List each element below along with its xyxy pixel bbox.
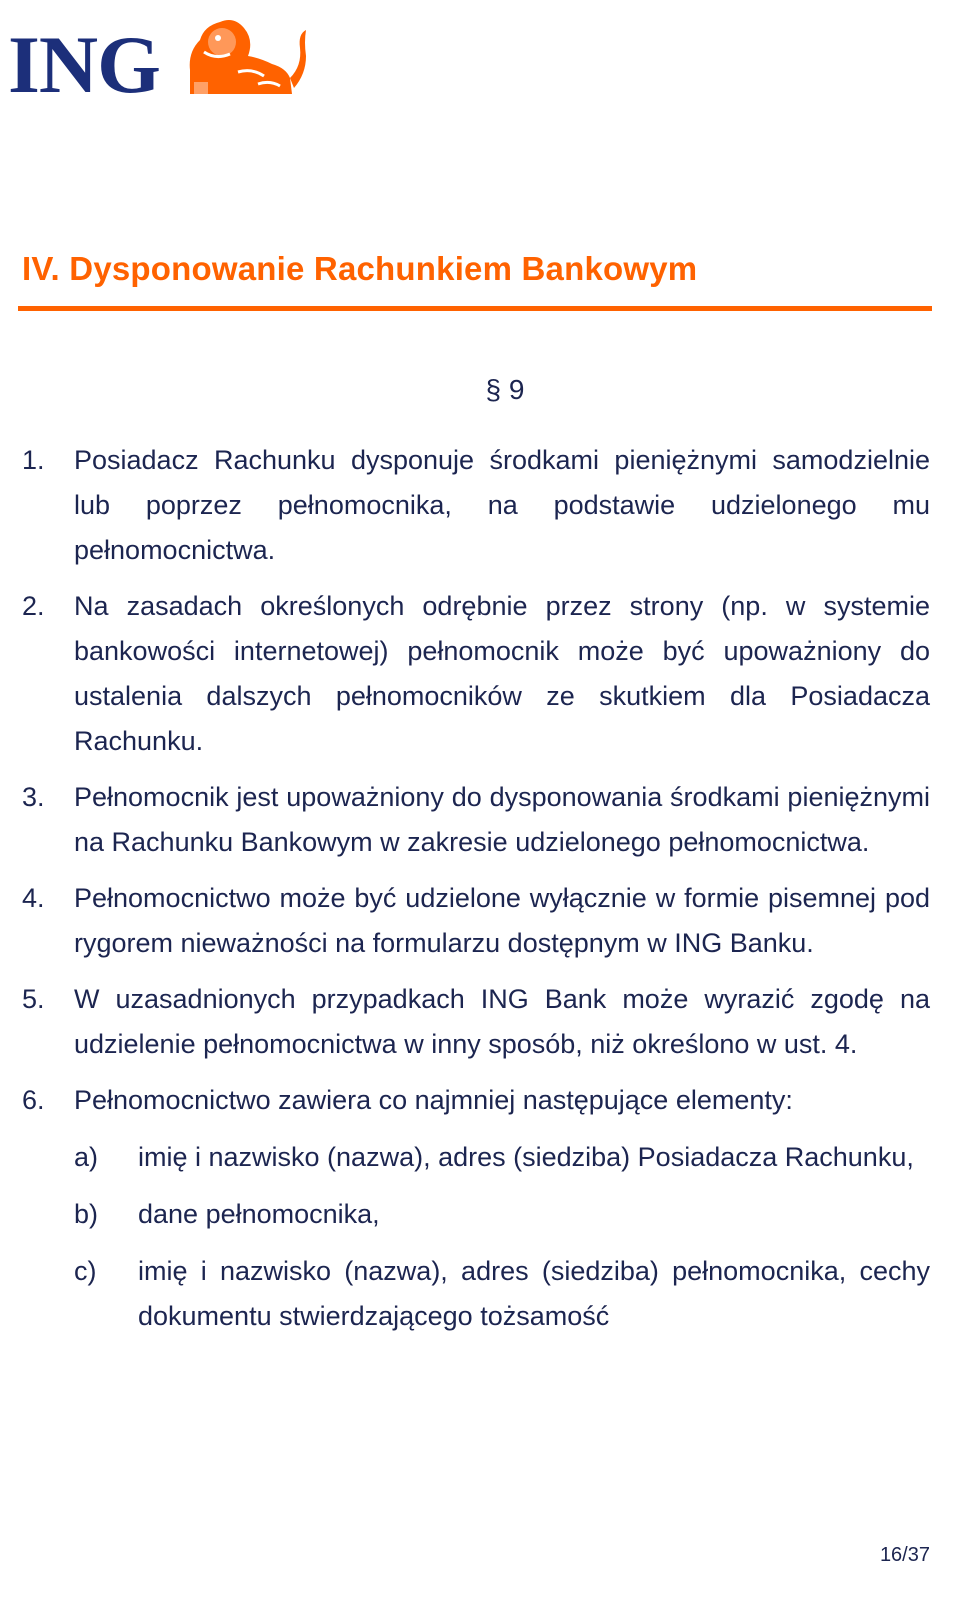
list-item [22,977,930,1067]
sublist-text: imię i nazwisko (nazwa), adres (siedziba) Posiadacza Rachunku, [138,1142,914,1172]
sublist-text: imię i nazwisko (nazwa), adres (siedziba) pełnomocnika, cechy dokumentu stwierdzającego tożsamość [138,1256,930,1331]
sublist-letter: a) [74,1142,99,1172]
item-number: 1. [22,445,45,475]
sublist-item [74,1192,930,1237]
sublist-item [74,1135,930,1180]
item-text: Pełnomocnik jest upoważniony do dysponowania środkami pieniężnymi na Rachunku Bankowym w zakresie udzielonego pełnomocnictwa. [74,782,930,857]
list-item [22,438,930,573]
section-heading: IV. Dysponowanie Rachunkiem Bankowym [22,250,698,287]
sublist-item [74,1249,930,1339]
list-item [22,1078,930,1123]
sublist-letter: b) [74,1199,99,1229]
item-text: Pełnomocnictwo zawiera co najmniej następujące elementy: [74,1085,793,1115]
item-number: 6. [22,1085,45,1115]
lion-icon [190,20,306,94]
page-number: 16/37 [879,1544,930,1566]
item-number: 5. [22,984,45,1014]
ing-logo [8,12,308,102]
lettered-sublist [22,1135,930,1339]
item-text: Pełnomocnictwo może być udzielone wyłącznie w formie pisemnej pod rygorem nieważności na formularzu dostępnym w ING Banku. [74,883,930,958]
item-number: 4. [22,883,45,913]
item-number: 2. [22,591,45,621]
heading-divider [18,306,932,311]
item-text: Posiadacz Rachunku dysponuje środkami pieniężnymi samodzielnie lub poprzez pełnomocnika, na podstawie udzielonego mu pełnomocnictwa. [74,445,930,565]
svg-text:ING: ING [8,19,160,102]
item-number: 3. [22,782,45,812]
list-item [22,584,930,764]
item-text: Na zasadach określonych odrębnie przez strony (np. w systemie bankowości internetowej) pełnomocnik może być upoważniony do ustalenia dalszych pełnomocników ze skutkiem dla Posiadacza Rachunku. [74,591,930,756]
list-item [22,876,930,966]
numbered-list [22,438,930,1351]
item-text: W uzasadnionych przypadkach ING Bank może wyrazić zgodę na udzielenie pełnomocnictwa w inny sposób, niż określono w ust. 4. [74,984,930,1059]
sublist-letter: c) [74,1256,97,1286]
sublist-text: dane pełnomocnika, [138,1199,380,1229]
paragraph-mark [0,374,960,406]
paragraph-mark-text: § 9 [485,374,525,405]
list-item [22,775,930,865]
